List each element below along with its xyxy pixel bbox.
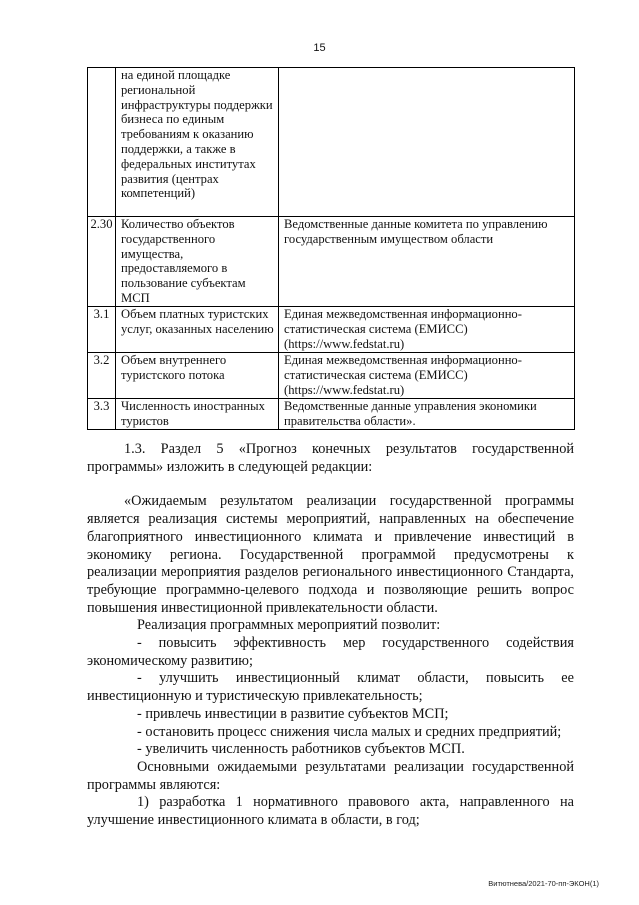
source-cell: Ведомственные данные комитета по управлению государственным имуществом области	[279, 217, 575, 307]
row-number: 3.1	[88, 307, 116, 353]
source-cell: Единая межведомственная информационно-статистическая система (ЕМИСС) (https://www.fedstat.ru)	[279, 353, 575, 399]
row-number: 3.2	[88, 353, 116, 399]
row-number: 2.30	[88, 217, 116, 307]
indicator-cell: Численность иностранных туристов	[116, 399, 279, 430]
indicators-table	[87, 67, 575, 430]
table-row	[88, 399, 575, 430]
page-number: 15	[313, 42, 326, 54]
row-number	[88, 68, 116, 217]
indicator-cell: на единой площадке региональной инфраструктуры поддержки бизнеса по единым требованиям к оказанию поддержки, а также в федеральных институтах развития (центрах компетенций)	[116, 68, 279, 217]
source-cell: Единая межведомственная информационно-статистическая система (ЕМИСС) (https://www.fedstat.ru)	[279, 307, 575, 353]
indicator-cell: Количество объектов государственного имущества, предоставляемого в пользование субъектам МСП	[116, 217, 279, 307]
row-number: 3.3	[88, 399, 116, 430]
list-item: - повысить эффективность мер государственного содействия экономическому развитию;	[87, 635, 574, 669]
table-row	[88, 307, 575, 353]
body-text	[87, 441, 574, 830]
list-item: - привлечь инвестиции в развитие субъектов МСП;	[137, 705, 449, 722]
paragraph: 1.3. Раздел 5 «Прогноз конечных результатов государственной программы» изложить в следующей редакции:	[87, 441, 574, 475]
document-footer: Витютнева/2021-70-пп-ЭКОН(1)	[488, 879, 599, 888]
paragraph: Реализация программных мероприятий позволит:	[137, 617, 441, 634]
indicator-cell: Объем платных туристских услуг, оказанных населению	[116, 307, 279, 353]
list-item: - улучшить инвестиционный климат области, повысить ее инвестиционную и туристическую привлекательность;	[87, 670, 574, 705]
paragraph: Основными ожидаемыми результатами реализации государственной программы являются:	[87, 758, 574, 793]
source-cell: Ведомственные данные управления экономики правительства области».	[279, 399, 575, 430]
list-item: - остановить процесс снижения числа малых и средних предприятий;	[137, 723, 562, 740]
table-row	[88, 353, 575, 399]
list-item: - увеличить численность работников субъектов МСП.	[137, 741, 465, 758]
table-row	[88, 68, 575, 217]
indicator-cell: Объем внутреннего туристского потока	[116, 353, 279, 399]
source-cell	[279, 68, 575, 217]
table-row	[88, 217, 575, 307]
paragraph: 1) разработка 1 нормативного правового акта, направленного на улучшение инвестиционного климата в области, в год;	[87, 794, 574, 829]
paragraph: «Ожидаемым результатом реализации государственной программы является реализация системы мероприятий, направленных на обеспечение благоприятного инвестиционного климата и привлечение инвестиций в экономику региона. Государственной программой предусмотрены к реализации мероприятия разделов регионального инвестиционного Стандарта, требующие программно-целевого подхода и позволяющие решить вопрос повышения инвестиционной привлекательности области.	[87, 493, 574, 616]
